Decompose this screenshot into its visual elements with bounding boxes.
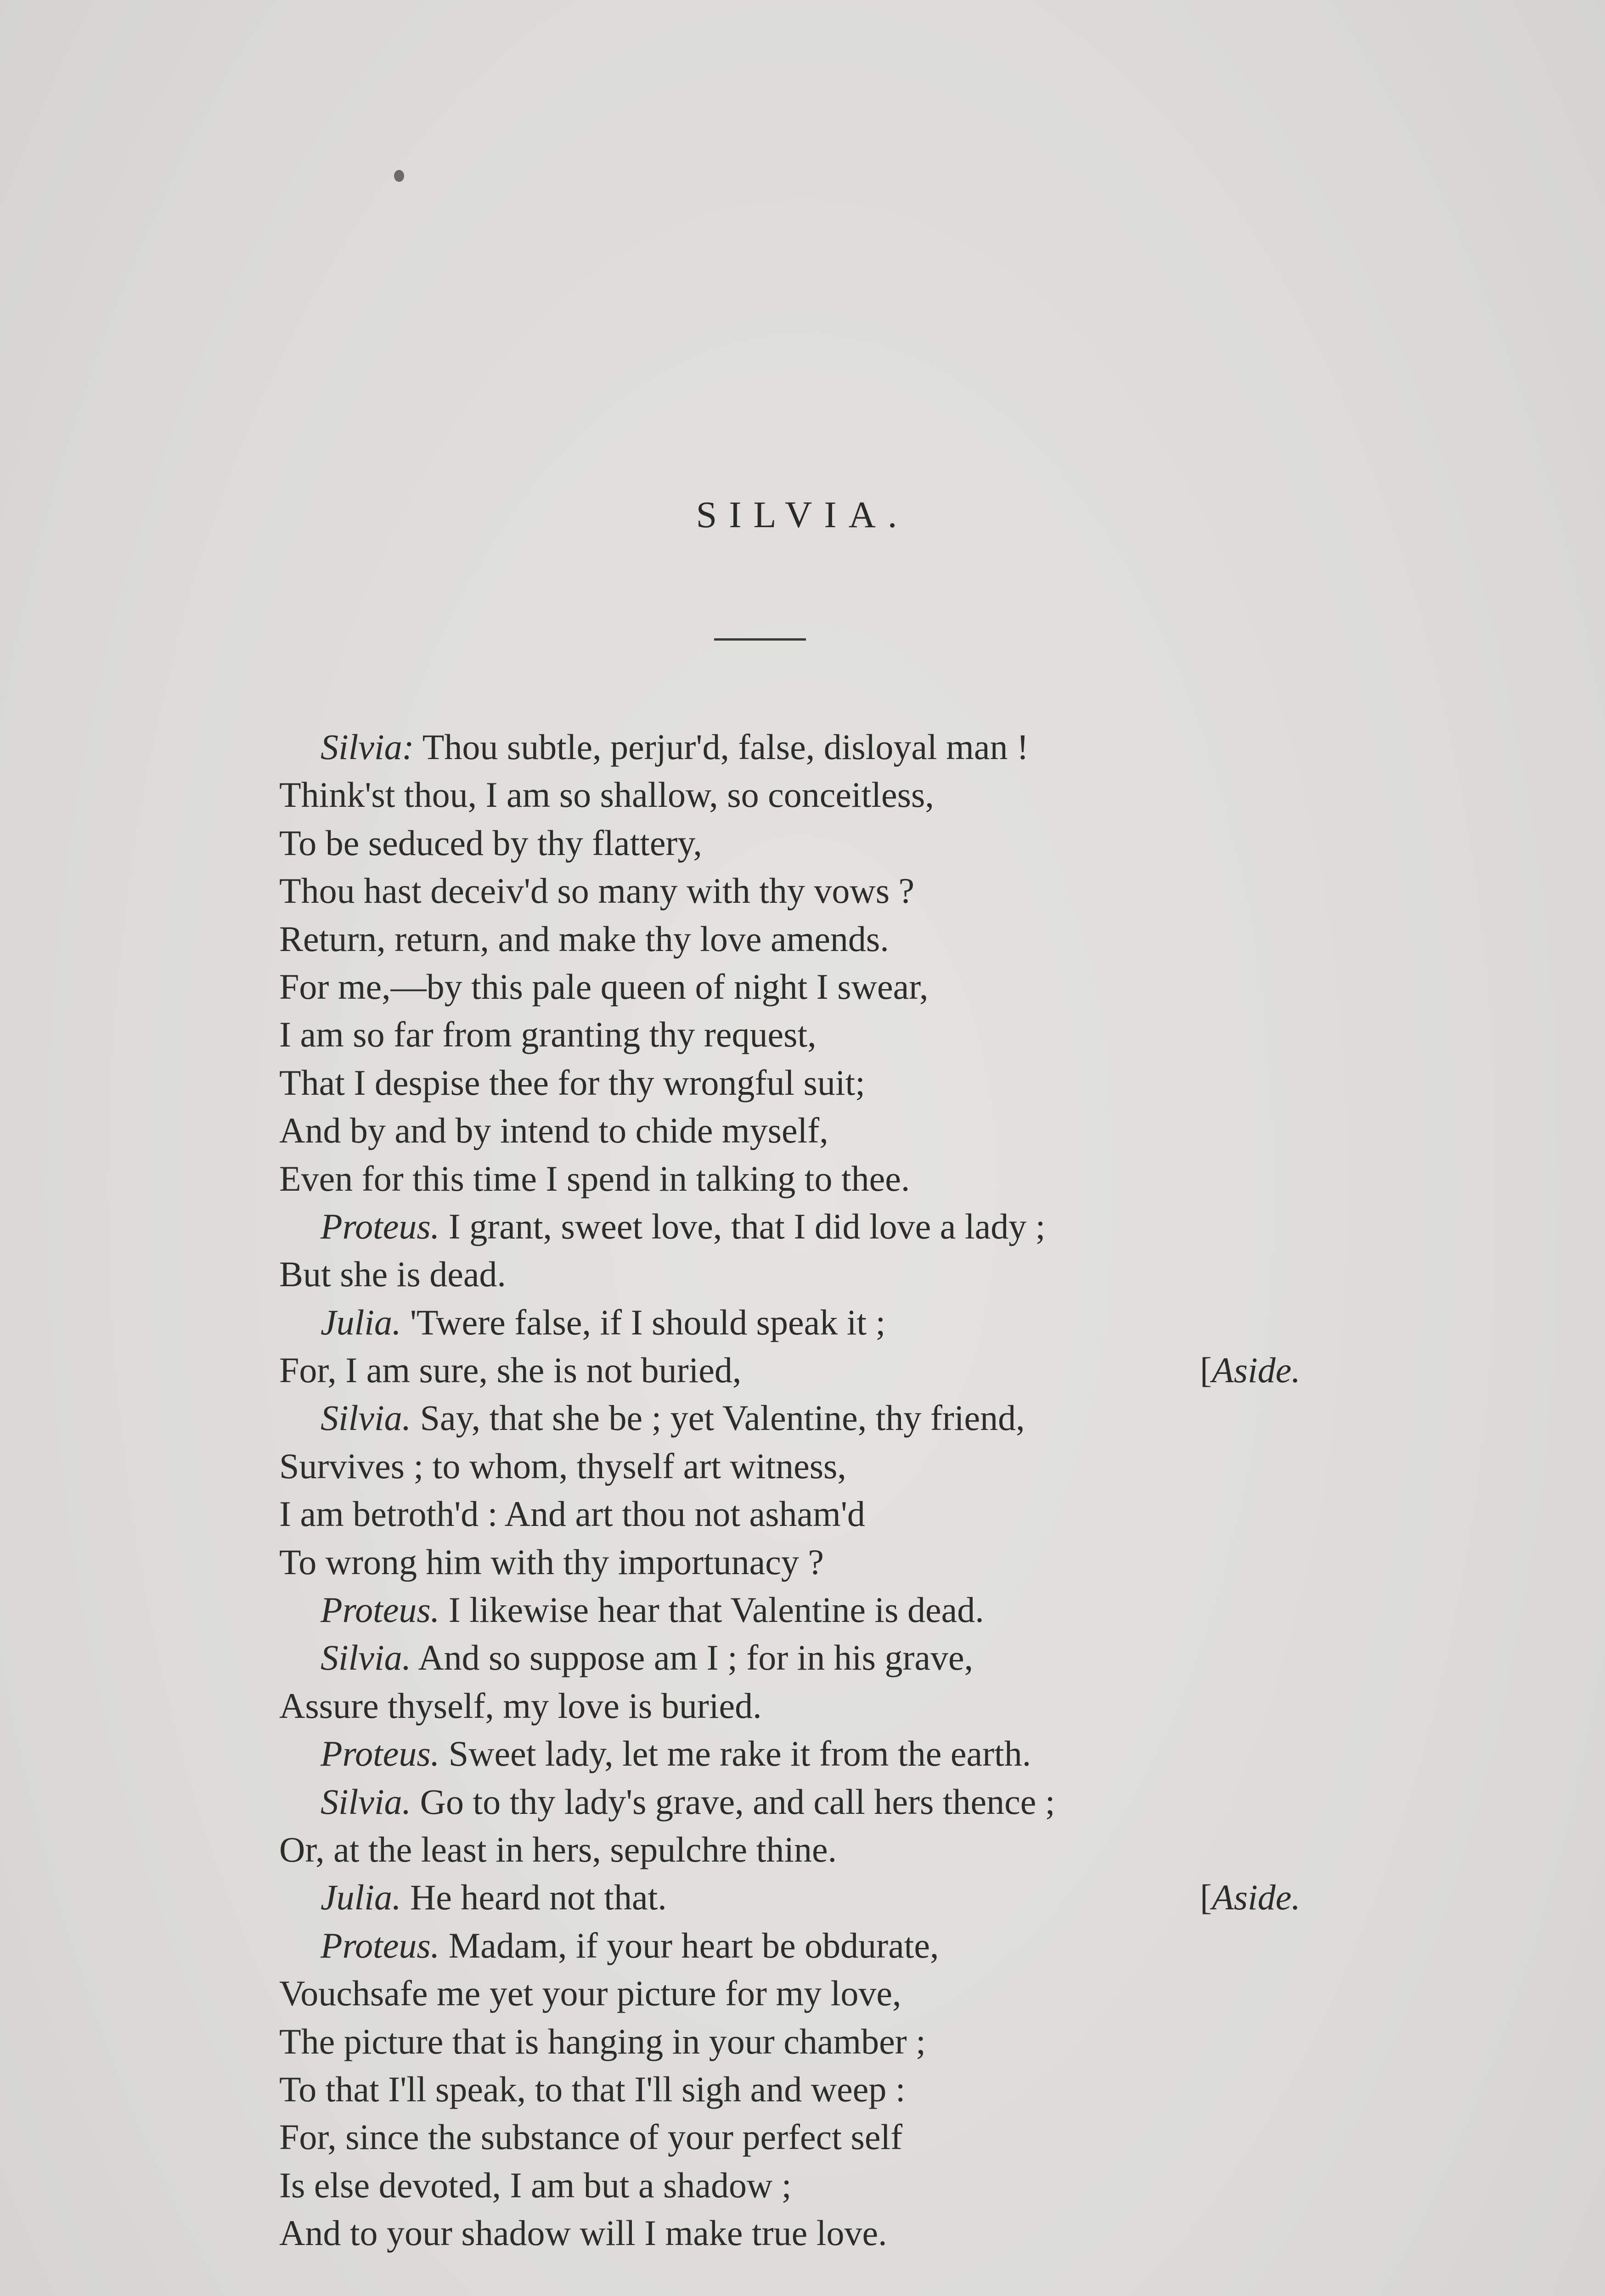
line-text: Think'st thou, I am so shallow, so conceitless, [279,775,934,815]
verse-line [279,1490,1335,1538]
verse-line [279,1922,1335,1970]
verse-line [279,1250,1335,1298]
line-text: And by and by intend to chide myself, [279,1110,828,1151]
line-text: Even for this time I spend in talking to thee. [279,1158,910,1199]
line-text: For, I am sure, she is not buried, [279,1350,742,1390]
line-text: To that I'll speak, to that I'll sigh and weep : [279,2069,906,2109]
line-text: Say, that she be ; yet Valentine, thy friend, [420,1398,1025,1438]
speaker-name: Silvia. [321,1398,411,1438]
line-text: 'Twere false, if I should speak it ; [410,1302,886,1342]
verse-line [279,723,1335,771]
speaker-name: Silvia: [321,727,414,767]
line-text: I grant, sweet love, that I did love a lady ; [448,1206,1046,1246]
speaker-name: Proteus. [321,1925,440,1965]
speaker-name: Silvia. [321,1638,411,1678]
page-title: SILVIA. [696,494,909,535]
verse-line [279,1394,1335,1442]
title-divider [714,638,806,641]
line-text: I likewise hear that Valentine is dead. [448,1590,984,1630]
verse-line [279,1970,1335,2017]
line-text: Thou hast deceiv'd so many with thy vows ? [279,871,915,911]
line-text: For, since the substance of your perfect self [279,2117,903,2157]
speaker-name: Julia. [321,1302,401,1342]
line-text: Vouchsafe me yet your picture for my love, [279,1973,901,2014]
speaker-name: Proteus. [321,1590,440,1630]
line-text: And to your shadow will I make true love. [279,2213,887,2253]
verse-line [279,2065,1335,2113]
line-text: And so suppose am I ; for in his grave, [418,1638,974,1678]
verse-passage [279,723,1335,2257]
line-text: I am betroth'd : And art thou not asham'd [279,1494,865,1534]
verse-line [279,1586,1335,1634]
verse-line [279,1634,1335,1682]
verse-line [279,1011,1335,1058]
line-text: Sweet lady, let me rake it from the earth. [448,1733,1031,1774]
verse-line [279,1203,1335,1250]
line-text: He heard not that. [410,1877,667,1918]
stage-direction-aside: [Aside. [1200,1877,1301,1918]
verse-line [279,2113,1335,2161]
verse-line [279,2209,1335,2257]
line-text: Madam, if your heart be obdurate, [448,1925,939,1965]
verse-line [279,819,1335,867]
verse-line [279,1299,1335,1346]
line-text: To be seduced by thy flattery, [279,822,702,863]
verse-line [279,1107,1335,1154]
speaker-name: Julia. [321,1877,401,1918]
line-text: I am so far from granting thy request, [279,1014,817,1055]
verse-line [279,1682,1335,1730]
verse-line [279,1778,1335,1826]
line-text: Return, return, and make thy love amends. [279,918,889,959]
verse-line [279,1538,1335,1586]
line-text: But she is dead. [279,1254,506,1294]
line-text: For me,—by this pale queen of night I swear, [279,966,929,1007]
line-text: That I despise thee for thy wrongful suit; [279,1062,865,1103]
line-text: Survives ; to whom, thyself art witness, [279,1446,846,1486]
verse-line [279,1730,1335,1778]
line-text: Assure thyself, my love is buried. [279,1685,762,1726]
verse-line [279,2161,1335,2209]
verse-line [279,1346,1335,1394]
line-text: Go to thy lady's grave, and call hers thence ; [420,1781,1055,1822]
verse-line [279,1874,1335,1921]
verse-line [279,771,1335,819]
line-text: Thou subtle, perjur'd, false, disloyal man ! [422,727,1029,767]
speaker-name: Silvia. [321,1781,411,1822]
verse-line [279,867,1335,915]
verse-line [279,963,1335,1011]
line-text: The picture that is hanging in your chamber ; [279,2021,926,2061]
verse-line [279,915,1335,963]
verse-line [279,2018,1335,2065]
line-text: Is else devoted, I am but a shadow ; [279,2165,792,2205]
ink-speck-mark [394,170,404,182]
stage-direction-aside: [Aside. [1200,1350,1301,1390]
line-text: Or, at the least in hers, sepulchre thine. [279,1829,837,1869]
verse-line [279,1826,1335,1874]
verse-line [279,1059,1335,1107]
line-text: To wrong him with thy importunacy ? [279,1542,824,1582]
speaker-name: Proteus. [321,1206,440,1246]
verse-line [279,1155,1335,1203]
verse-line [279,1442,1335,1490]
speaker-name: Proteus. [321,1733,440,1774]
